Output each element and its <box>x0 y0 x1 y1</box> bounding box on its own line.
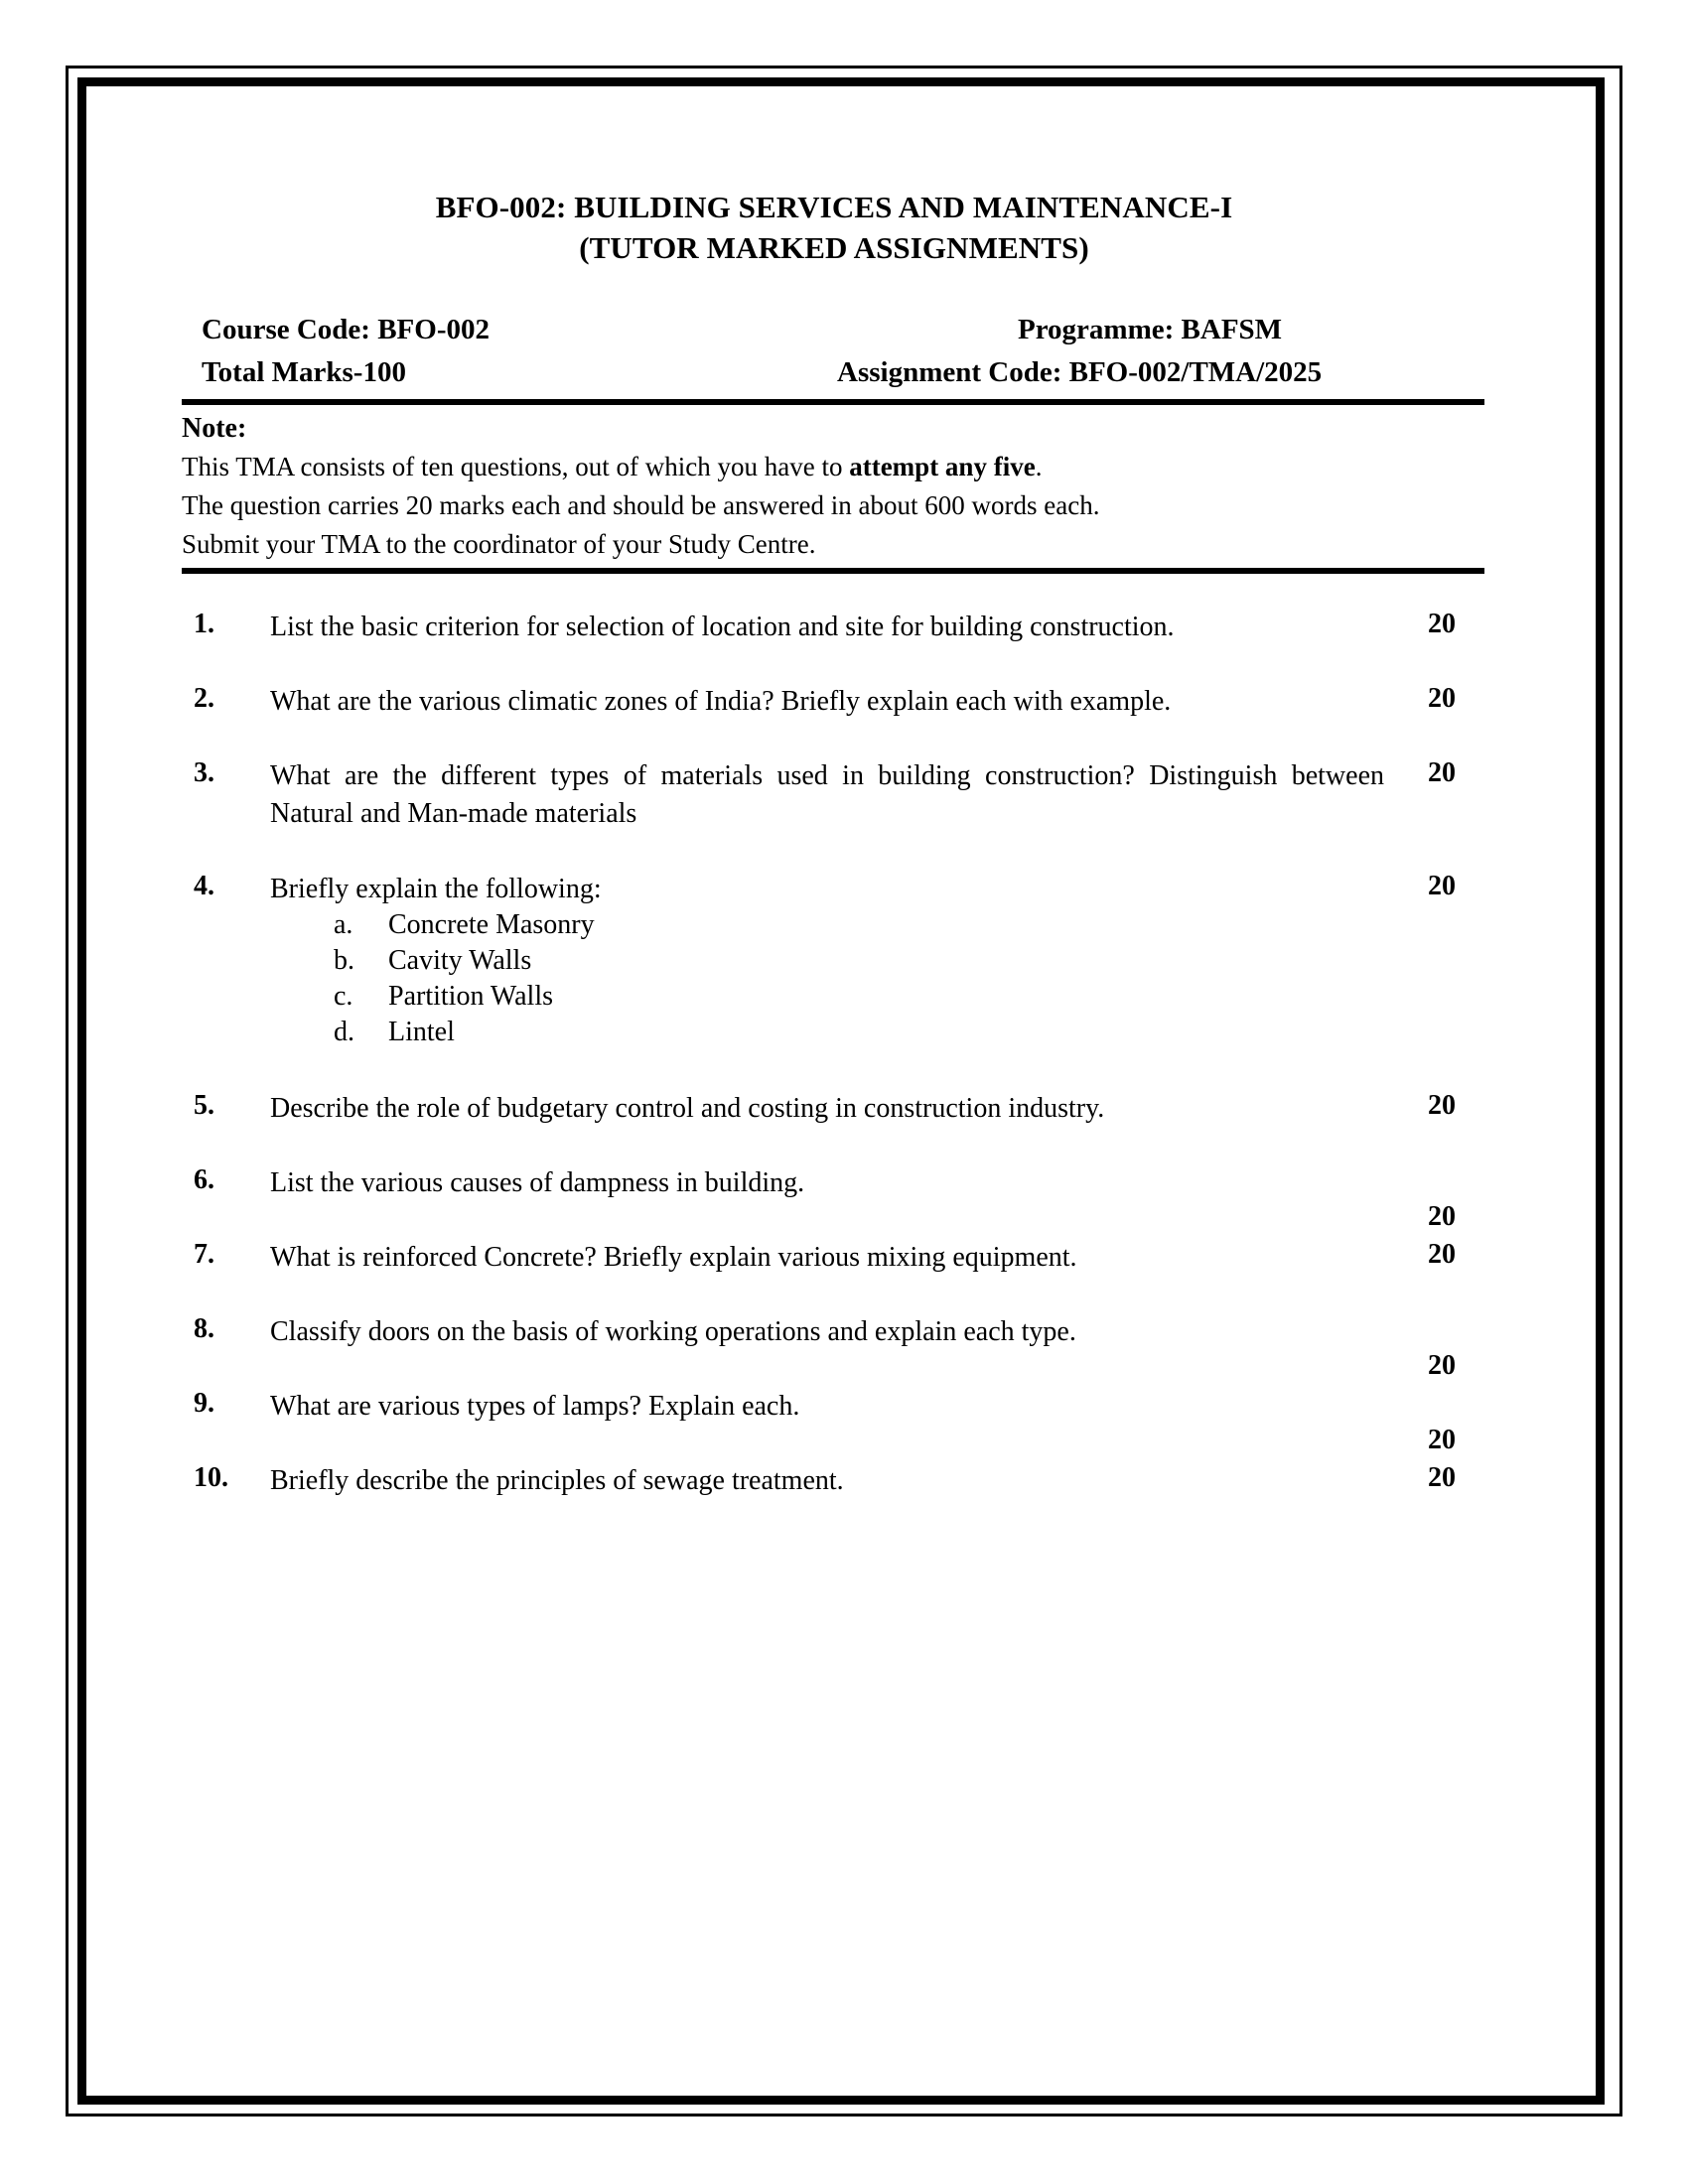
question-marks: 20 <box>1428 757 1456 788</box>
page-title <box>179 187 1489 268</box>
question-number: 10. <box>194 1462 228 1493</box>
note-heading: Note: <box>182 413 247 444</box>
course-code: Course Code: BFO-002 <box>202 314 490 345</box>
title-line-1: BFO-002: BUILDING SERVICES AND MAINTENANCE-I <box>435 190 1233 224</box>
sub-item-text: Cavity Walls <box>388 945 532 976</box>
note-line-1 <box>182 448 1492 486</box>
question-marks: 20 <box>1428 871 1456 901</box>
question-marks: 20 <box>1428 683 1456 714</box>
assignment-code: Assignment Code: BFO-002/TMA/2025 <box>837 356 1323 388</box>
question-marks: 20 <box>1428 1239 1456 1270</box>
assignment-meta <box>202 309 1484 394</box>
meta-row-1 <box>202 309 1484 351</box>
title-line-2: (TUTOR MARKED ASSIGNMENTS) <box>579 230 1089 265</box>
note-line-3: Submit your TMA to the coordinator of your Study Centre. <box>182 529 816 559</box>
question-marks: 20 <box>1428 609 1456 639</box>
programme: Programme: BAFSM <box>1018 314 1283 345</box>
note-line-1a: This TMA consists of ten questions, out of which you have to <box>182 452 850 481</box>
sub-item-b <box>194 943 1087 979</box>
question-text: What are various types of lamps? Explain each. <box>270 1391 800 1422</box>
question-number: 5. <box>194 1090 214 1121</box>
question-marks: 20 <box>1428 1201 1456 1232</box>
sub-item-text: Partition Walls <box>388 981 554 1012</box>
question-number: 3. <box>194 757 214 788</box>
divider-bottom <box>182 568 1484 574</box>
sub-item-c <box>194 979 1087 1015</box>
question-number: 1. <box>194 609 214 639</box>
question-marks: 20 <box>1428 1350 1456 1381</box>
note-line-1c: . <box>1035 452 1043 481</box>
question-number: 4. <box>194 871 214 901</box>
question-number: 7. <box>194 1239 214 1270</box>
question-number: 2. <box>194 683 214 714</box>
note-line-2: The question carries 20 marks each and should be answered in about 600 words each. <box>182 490 1100 520</box>
note-emphasis: attempt any five <box>849 452 1036 481</box>
question-number: 8. <box>194 1313 214 1344</box>
question-text: What is reinforced Concrete? Briefly explain various mixing equipment. <box>270 1242 1077 1273</box>
question-number: 9. <box>194 1388 214 1419</box>
question-marks: 20 <box>1428 1425 1456 1455</box>
note-block <box>182 409 1492 564</box>
question-text: Briefly explain the following: <box>270 874 602 904</box>
meta-row-2 <box>202 351 1484 394</box>
question-number: 6. <box>194 1164 214 1195</box>
sublist <box>194 907 1087 1050</box>
sub-item-text: Lintel <box>388 1017 455 1047</box>
question-text: List the various causes of dampness in building. <box>270 1167 805 1198</box>
sub-item-label: d. <box>334 1017 354 1047</box>
sub-item-d <box>194 1015 1087 1050</box>
question-text: What are the different types of materials used in building construction? Distinguish between Natural and Man-made materials <box>270 760 1384 829</box>
question-text: Briefly describe the principles of sewage treatment. <box>270 1465 844 1496</box>
question-text: Classify doors on the basis of working operations and explain each type. <box>270 1316 1076 1347</box>
sub-item-text: Concrete Masonry <box>388 909 595 940</box>
sub-item-a <box>194 907 1087 943</box>
question-text: List the basic criterion for selection of location and site for building construction. <box>270 612 1175 642</box>
sub-item-label: a. <box>334 909 353 940</box>
sub-item-label: c. <box>334 981 353 1012</box>
sub-item-label: b. <box>334 945 354 976</box>
question-marks: 20 <box>1428 1090 1456 1121</box>
question-marks: 20 <box>1428 1462 1456 1493</box>
divider-top <box>182 399 1484 405</box>
question-text: What are the various climatic zones of India? Briefly explain each with example. <box>270 686 1172 717</box>
question-text: Describe the role of budgetary control and costing in construction industry. <box>270 1093 1105 1124</box>
total-marks: Total Marks-100 <box>202 356 406 388</box>
